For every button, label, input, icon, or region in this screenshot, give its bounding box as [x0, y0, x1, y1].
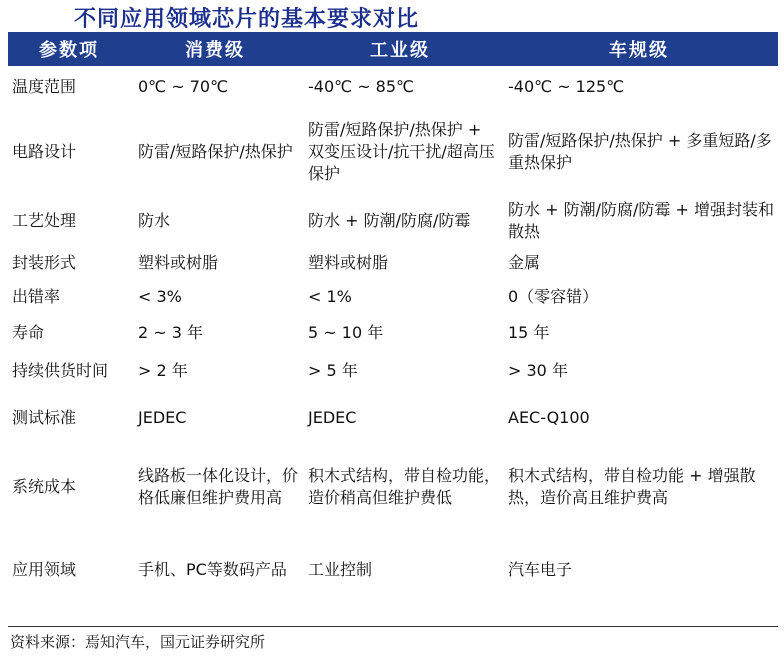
industrial-cell — [300, 246, 500, 280]
consumer-cell-text: 手机、PC等数码产品 — [138, 560, 287, 579]
industrial-cell-text: > 5 年 — [308, 361, 358, 380]
automotive-cell-text: 15 年 — [508, 323, 550, 342]
automotive-cell — [500, 528, 778, 612]
header-consumer: 消费级 — [185, 40, 245, 61]
industrial-cell — [300, 352, 500, 390]
row-label-text: 工艺处理 — [12, 211, 77, 230]
consumer-cell-text: 防水 — [138, 211, 171, 230]
industrial-cell-text: -40℃ ~ 85℃ — [308, 77, 415, 96]
table-row — [8, 196, 778, 246]
industrial-cell — [300, 108, 500, 196]
row-label — [8, 314, 130, 352]
industrial-cell — [300, 66, 500, 108]
table-title: 不同应用领域芯片的基本要求对比 — [74, 7, 420, 32]
automotive-cell — [500, 66, 778, 108]
automotive-cell — [500, 314, 778, 352]
industrial-cell — [300, 390, 500, 446]
consumer-cell — [130, 280, 300, 314]
row-label — [8, 246, 130, 280]
automotive-cell-text: > 30 年 — [508, 361, 568, 380]
table-row — [8, 280, 778, 314]
row-label — [8, 528, 130, 612]
table-row — [8, 66, 778, 108]
footer-divider — [8, 626, 778, 627]
automotive-cell-text: 防雷/短路保护/热保护 + 多重短路/多重热保护 — [508, 131, 772, 172]
table-row — [8, 352, 778, 390]
table-header-row — [8, 32, 778, 66]
header-parameter: 参数项 — [39, 40, 99, 61]
industrial-cell-text: JEDEC — [308, 408, 357, 427]
consumer-cell — [130, 446, 300, 528]
automotive-cell-text: 金属 — [508, 253, 541, 272]
table-row — [8, 108, 778, 196]
industrial-cell-text: < 1% — [308, 287, 352, 306]
consumer-cell-text: < 3% — [138, 287, 182, 306]
row-label-text: 寿命 — [12, 323, 45, 342]
industrial-cell — [300, 280, 500, 314]
consumer-cell — [130, 66, 300, 108]
automotive-cell-text: -40℃ ~ 125℃ — [508, 77, 625, 96]
industrial-cell-text: 塑料或树脂 — [308, 253, 389, 272]
automotive-cell — [500, 446, 778, 528]
consumer-cell-text: 线路板一体化设计，价格低廉但维护费用高 — [138, 466, 299, 507]
table-row — [8, 446, 778, 528]
consumer-cell — [130, 314, 300, 352]
row-label-text: 测试标准 — [12, 408, 77, 427]
industrial-cell — [300, 528, 500, 612]
automotive-cell-text: 0（零容错） — [508, 287, 599, 306]
table-row — [8, 246, 778, 280]
row-label — [8, 196, 130, 246]
comparison-table — [8, 32, 778, 612]
consumer-cell — [130, 528, 300, 612]
automotive-cell — [500, 280, 778, 314]
consumer-cell-text: 防雷/短路保护/热保护 — [138, 142, 293, 161]
automotive-cell-text: 积木式结构，带自检功能 + 增强散热，造价高且维护费高 — [508, 466, 756, 507]
row-label-text: 应用领域 — [12, 560, 77, 579]
consumer-cell — [130, 246, 300, 280]
header-industrial: 工业级 — [370, 40, 430, 61]
row-label-text: 电路设计 — [12, 142, 77, 161]
automotive-cell — [500, 352, 778, 390]
automotive-cell — [500, 108, 778, 196]
consumer-cell-text: 0℃ ~ 70℃ — [138, 77, 229, 96]
header-automotive: 车规级 — [609, 40, 669, 61]
consumer-cell-text: 2 ~ 3 年 — [138, 323, 204, 342]
automotive-cell — [500, 196, 778, 246]
industrial-cell-text: 5 ~ 10 年 — [308, 323, 384, 342]
consumer-cell — [130, 352, 300, 390]
consumer-cell — [130, 108, 300, 196]
table-row — [8, 314, 778, 352]
industrial-cell — [300, 314, 500, 352]
industrial-cell-text: 防水 + 防潮/防腐/防霉 — [308, 211, 471, 230]
row-label-text: 系统成本 — [12, 477, 77, 496]
table-body — [8, 66, 778, 612]
table-row — [8, 390, 778, 446]
consumer-cell — [130, 196, 300, 246]
row-label-text: 持续供货时间 — [12, 361, 109, 380]
row-label — [8, 446, 130, 528]
automotive-cell-text: 防水 + 防潮/防腐/防霉 + 增强封装和散热 — [508, 200, 774, 241]
industrial-cell-text: 积木式结构，带自检功能，造价稍高但维护费低 — [308, 466, 501, 507]
automotive-cell — [500, 390, 778, 446]
industrial-cell — [300, 196, 500, 246]
consumer-cell-text: > 2 年 — [138, 361, 188, 380]
row-label-text: 出错率 — [12, 287, 61, 306]
row-label — [8, 280, 130, 314]
industrial-cell-text: 工业控制 — [308, 560, 373, 579]
row-label — [8, 66, 130, 108]
consumer-cell-text: 塑料或树脂 — [138, 253, 219, 272]
industrial-cell-text: 防雷/短路保护/热保护 + 双变压设计/抗干扰/超高压保护 — [308, 120, 495, 183]
row-label-text: 温度范围 — [12, 77, 77, 96]
consumer-cell-text: JEDEC — [138, 408, 187, 427]
automotive-cell-text: 汽车电子 — [508, 560, 573, 579]
automotive-cell-text: AEC-Q100 — [508, 408, 590, 427]
source-note: 资料来源：焉知汽车，国元证券研究所 — [10, 633, 266, 651]
industrial-cell — [300, 446, 500, 528]
consumer-cell — [130, 390, 300, 446]
table-row — [8, 528, 778, 612]
row-label — [8, 352, 130, 390]
automotive-cell — [500, 246, 778, 280]
row-label-text: 封装形式 — [12, 253, 77, 272]
row-label — [8, 108, 130, 196]
row-label — [8, 390, 130, 446]
